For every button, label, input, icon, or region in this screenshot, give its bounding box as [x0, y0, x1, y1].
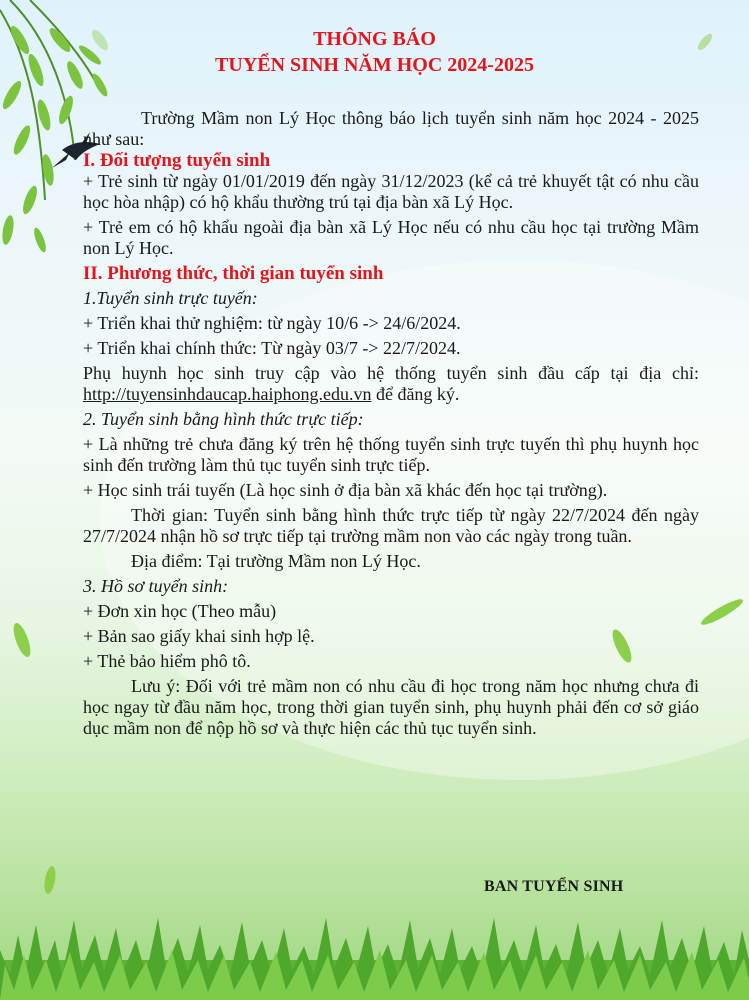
intro-paragraph: Trường Mầm non Lý Học thông báo lịch tuyển sinh năm học 2024 - 2025 như sau: [83, 108, 699, 149]
enrollment-link[interactable]: http://tuyensinhdaucap.haiphong.edu.vn [83, 384, 372, 404]
section2-heading: II. Phương thức, thời gian tuyển sinh [83, 263, 384, 284]
time-paragraph: Thời gian: Tuyển sinh bằng hình thức trực tiếp từ ngày 22/7/2024 đến ngày 27/7/2024 nhận hồ sơ trực tiếp tại trường mầm non vào các ngày trong tuần. [83, 505, 699, 546]
direct-item1: + Là những trẻ chưa đăng ký trên hệ thống tuyển sinh trực tuyến thì phụ huynh học sinh đến trường làm thủ tục tuyển sinh trực tiếp. [83, 434, 699, 475]
section1-item2: + Trẻ em có hộ khẩu ngoài địa bàn xã Lý Học nếu có nhu cầu học tại trường Mầm non Lý Học. [83, 217, 699, 258]
online-official-item: + Triển khai chính thức: Từ ngày 03/7 -> 22/7/2024. [83, 338, 461, 358]
announcement-title: THÔNG BÁO [313, 28, 436, 50]
access-paragraph [83, 363, 699, 405]
announcement-body [83, 108, 699, 739]
section1-item1: + Trẻ sinh từ ngày 01/01/2019 đến ngày 31/12/2023 (kể cả trẻ khuyết tật có nhu cầu học hòa nhập) có hộ khẩu thường trú tại địa bàn xã Lý Học. [83, 171, 699, 212]
direct-item2: + Học sinh trái tuyến (Là học sinh ở địa bàn xã khác đến học tại trường). [83, 480, 608, 500]
place-paragraph: Địa điểm: Tại trường Mầm non Lý Học. [131, 551, 421, 571]
online-subheading: 1.Tuyển sinh trực tuyến: [83, 288, 258, 308]
documents-item1: + Đơn xin học (Theo mẫu) [83, 601, 277, 621]
announcement-subtitle: TUYỂN SINH NĂM HỌC 2024-2025 [215, 54, 534, 76]
direct-subheading: 2. Tuyển sinh bằng hình thức trực tiếp: [83, 409, 364, 429]
online-trial-item: + Triển khai thử nghiệm: từ ngày 10/6 -> 24/6/2024. [83, 313, 461, 333]
access-text-end: để đăng ký. [371, 384, 460, 404]
documents-item2: + Bản sao giấy khai sinh hợp lệ. [83, 626, 315, 646]
signature: BAN TUYỂN SINH [484, 878, 624, 895]
note-paragraph: Lưu ý: Đối với trẻ mầm non có nhu cầu đi học trong năm học nhưng chưa đi học ngay từ đầu năm học, trong thời gian tuyển sinh, phụ huynh phải đến cơ sở giáo dục mầm non để nộp hồ sơ và thực hiện các thủ tục tuyển sinh. [83, 676, 699, 738]
documents-item3: + Thẻ bảo hiểm phô tô. [83, 651, 251, 671]
documents-subheading: 3. Hồ sơ tuyển sinh: [83, 576, 229, 596]
access-text: Phụ huynh học sinh truy cập vào hệ thống tuyển sinh đầu cấp tại địa chỉ: [83, 363, 699, 383]
section1-heading: I. Đối tượng tuyển sinh [83, 150, 271, 171]
